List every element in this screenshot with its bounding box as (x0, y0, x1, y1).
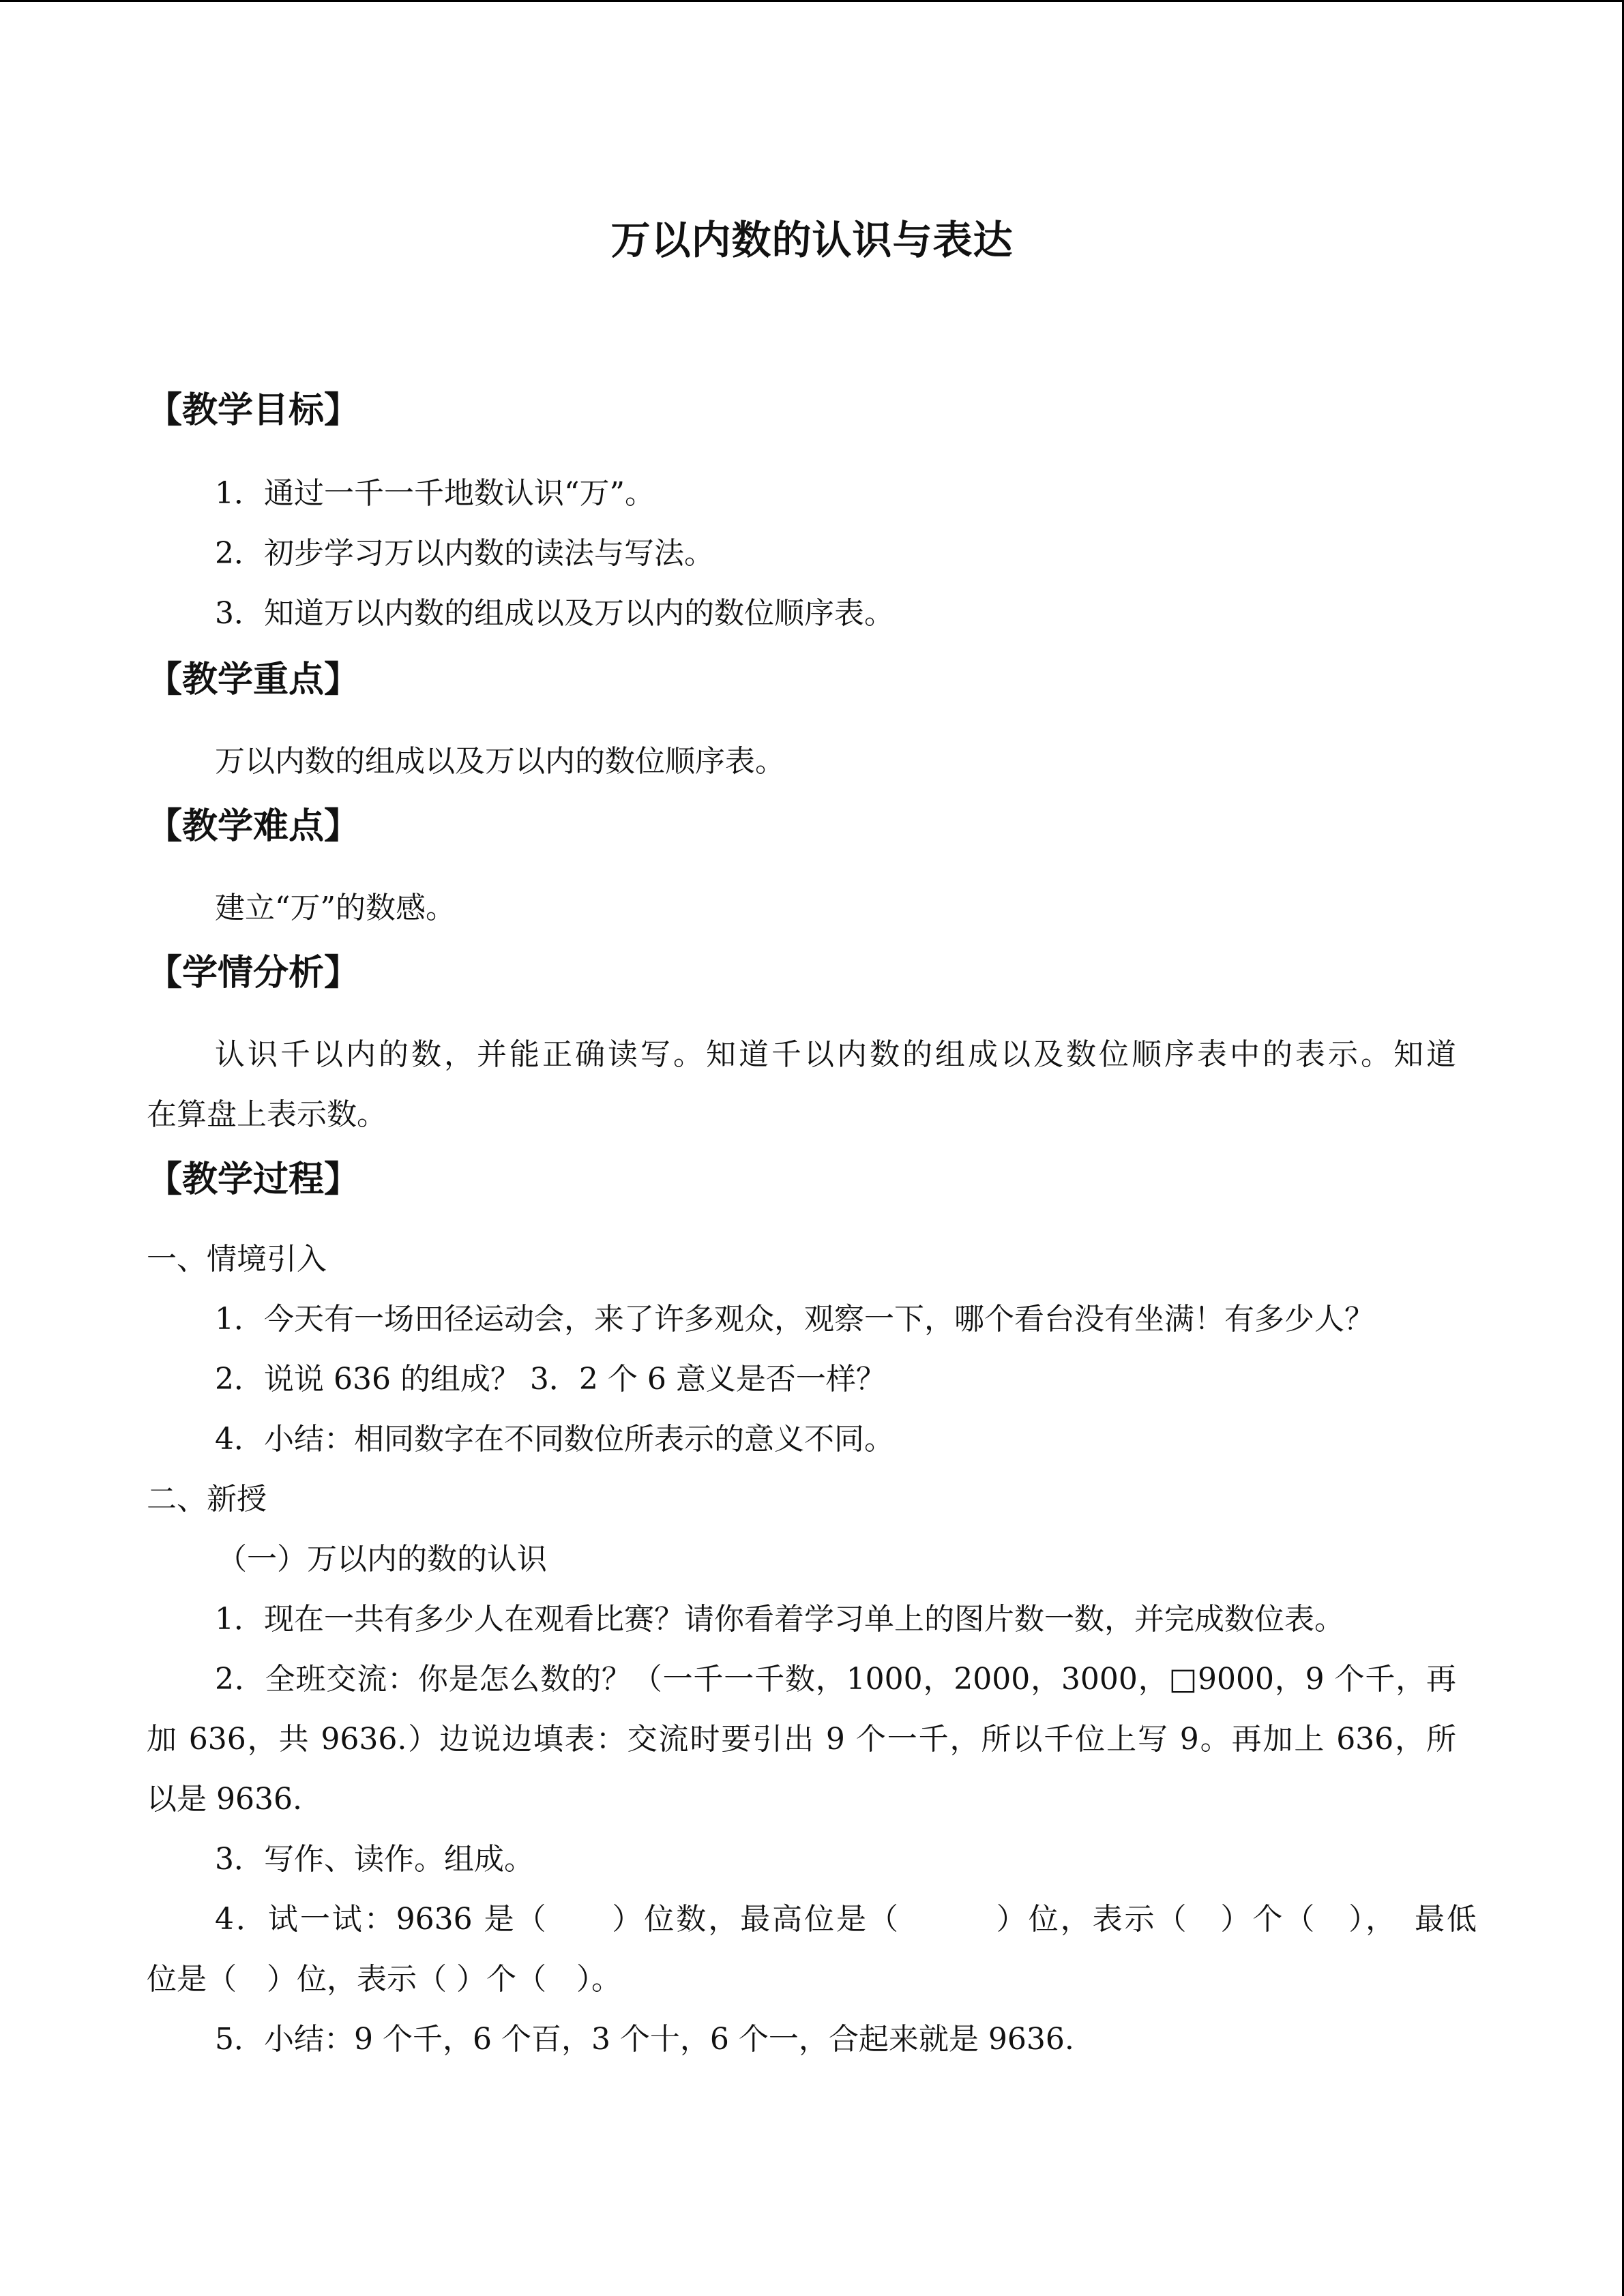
part1-item-1: 1．今天有一场田径运动会，来了许多观众，观察一下，哪个看台没有坐满！有多少人？ (215, 1302, 1374, 1337)
part2-subtitle: （一）万以内的数的认识 (217, 1542, 547, 1577)
part1-item-3: 4．小结：相同数字在不同数位所表示的意义不同。 (215, 1422, 894, 1457)
part2-item-2-line-1: 2．全班交流：你是怎么数的？（一千一千数，1000，2000，3000，□9000，9 个千，再 (215, 1662, 1456, 1697)
part2-item-2-line-3: 以是 9636. (147, 1782, 302, 1817)
part2-title: 二、新授 (147, 1482, 267, 1517)
document-title: 万以内数的认识与表达 (610, 217, 1014, 263)
difficulties-heading: 【教学难点】 (147, 806, 360, 847)
difficulties-text: 建立“万”的数感。 (215, 891, 456, 925)
part2-item-5: 5．小结：9 个千，6 个百，3 个十，6 个一，合起来就是 9636. (215, 2022, 1074, 2057)
analysis-line-2: 在算盘上表示数。 (147, 1097, 387, 1132)
objectives-heading: 【教学目标】 (147, 390, 360, 431)
process-heading: 【教学过程】 (147, 1159, 360, 1200)
part1-item-2: 2．说说 636 的组成？ 3．2 个 6 意义是否一样？ (215, 1362, 886, 1397)
analysis-heading: 【学情分析】 (147, 953, 360, 994)
key-points-text: 万以内数的组成以及万以内的数位顺序表。 (215, 744, 785, 779)
analysis-line-1: 认识千以内的数，并能正确读写。知道千以内数的组成以及数位顺序表中的表示。知道 (215, 1037, 1456, 1072)
part2-item-4-line-1: 4．试一试：9636 是（ ）位数，最高位是（ ）位，表示（ ）个（ ）， 最低 (215, 1902, 1477, 1937)
part2-item-3: 3．写作、读作。组成。 (215, 1842, 534, 1877)
key-points-heading: 【教学重点】 (147, 659, 360, 700)
part2-item-1: 1．现在一共有多少人在观看比赛？请你看着学习单上的图片数一数，并完成数位表。 (215, 1602, 1344, 1637)
part2-item-2-line-2: 加 636，共 9636.）边说边填表：交流时要引出 9 个一千，所以千位上写 9。再加上 636，所 (147, 1722, 1456, 1757)
objective-item-3: 3．知道万以内数的组成以及万以内的数位顺序表。 (215, 596, 894, 631)
objective-item-2: 2．初步学习万以内数的读法与写法。 (215, 536, 714, 571)
part1-title: 一、情境引入 (147, 1242, 327, 1277)
part2-item-4-line-2: 位是（ ）位，表示（ ）个（ ）。 (147, 1962, 621, 1997)
objective-item-1: 1．通过一千一千地数认识“万”。 (215, 476, 655, 511)
